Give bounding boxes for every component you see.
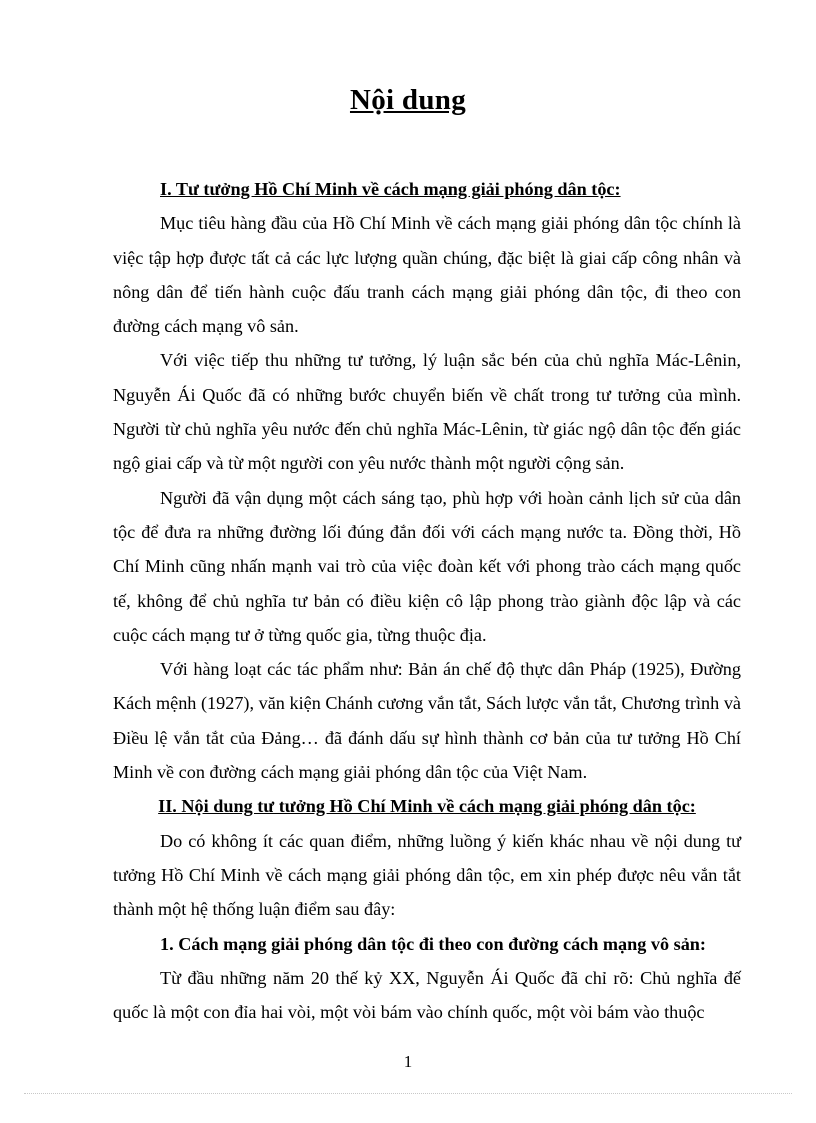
page-title: Nội dung: [349, 84, 467, 116]
section-1-paragraph-1: Mục tiêu hàng đầu của Hồ Chí Minh về cách mạng giải phóng dân tộc chính là việc tập hợp được tất cả các lực lượng quần chúng, đặc biệt là giai cấp công nhân và nông dân để tiến hành cuộc đấu tranh cách mạng giải phóng dân tộc, đi theo con đường cách mạng vô sản.: [113, 213, 741, 337]
subsection-1-paragraph-1: Từ đầu những năm 20 thế kỷ XX, Nguyễn Ái Quốc đã chỉ rõ: Chủ nghĩa đế quốc là một con đỉa hai vòi, một vòi bám vào chính quốc, một vòi bám vào thuộc: [113, 967, 741, 1023]
page-number: 1: [403, 1052, 413, 1071]
section-1-paragraph-2: Với việc tiếp thu những tư tưởng, lý luận sắc bén của chủ nghĩa Mác-Lênin, Nguyễn Ái Quốc đã có những bước chuyển biến về chất trong tư tưởng của mình. Người từ chủ nghĩa yêu nước đến chủ nghĩa Mác-Lênin, từ giác ngộ dân tộc đến giác ngộ giai cấp và từ một người con yêu nước thành một người cộng sản.: [113, 350, 741, 474]
section-1-heading: I. Tư tưởng Hồ Chí Minh về cách mạng giải phóng dân tộc:: [160, 179, 621, 199]
section-1-paragraph-4: Với hàng loạt các tác phẩm như: Bản án chế độ thực dân Pháp (1925), Đường Kách mệnh (1927), văn kiện Chánh cương vắn tắt, Sách lược vắn tắt, Chương trình và Điều lệ vắn tắt của Đảng… đã đánh dấu sự hình thành cơ bản của tư tưởng Hồ Chí Minh về con đường cách mạng giải phóng dân tộc của Việt Nam.: [113, 659, 741, 783]
section-1-paragraph-3: Người đã vận dụng một cách sáng tạo, phù hợp với hoàn cảnh lịch sử của dân tộc để đưa ra những đường lối đúng đắn đối với cách mạng nước ta. Đồng thời, Hồ Chí Minh cũng nhấn mạnh vai trò của việc đoàn kết với phong trào cách mạng quốc tế, không để chủ nghĩa tư bản có điều kiện cô lập phong trào giành độc lập và các cuộc cách mạng tư ở từng quốc gia, từng thuộc địa.: [113, 487, 741, 645]
section-2-heading: II. Nội dung tư tưởng Hồ Chí Minh về cách mạng giải phóng dân tộc:: [158, 796, 696, 817]
document-body: [113, 172, 741, 1029]
section-2-paragraph-1: Do có không ít các quan điểm, những luồng ý kiến khác nhau về nội dung tư tưởng Hồ Chí Minh về cách mạng giải phóng dân tộc, em xin phép được nêu vắn tắt thành một hệ thống luận điểm sau đây:: [113, 830, 741, 920]
page-bottom-divider: [24, 1093, 792, 1094]
subsection-1-heading: 1. Cách mạng giải phóng dân tộc đi theo con đường cách mạng vô sản:: [160, 933, 706, 954]
